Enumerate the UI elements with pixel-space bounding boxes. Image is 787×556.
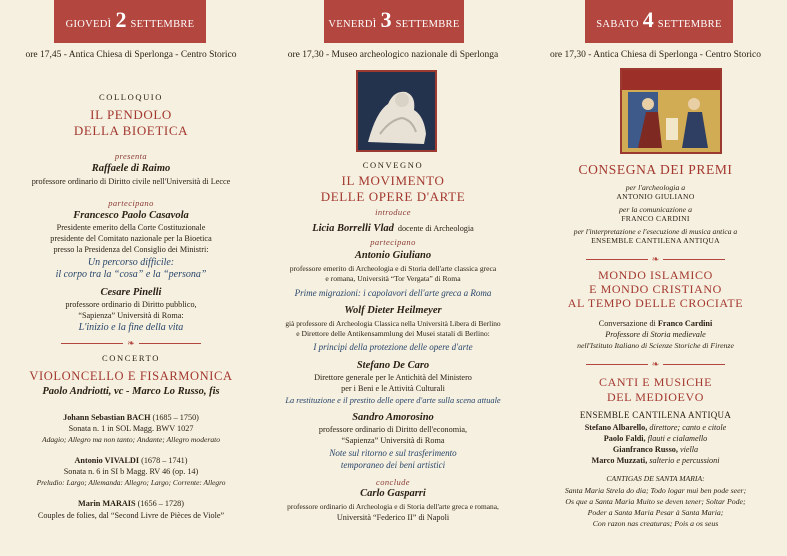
speaker-role: Università “Federico II” di Napoli	[336, 513, 450, 522]
work-title: Sonata n. 1 in SOL Magg. BWV 1027	[68, 424, 194, 433]
introducer-role: docente di Archeologia	[397, 224, 474, 233]
awards-title: CONSEGNA DEI PREMI	[578, 162, 733, 177]
talk-title: il corpo tra la “cosa” e la “persona”	[55, 269, 207, 280]
lecturer-name: Franco Cardini	[657, 319, 713, 328]
role-label: introduce	[375, 207, 411, 217]
speaker-role: “Sapienza” Università di Roma:	[78, 311, 184, 320]
weekday-label: SABATO	[596, 19, 639, 30]
speaker-name: Stefano De Caro	[356, 360, 430, 371]
event-title-line2: DELLA BIOETICA	[73, 123, 189, 138]
composer-years: (1685 – 1750)	[152, 413, 199, 422]
section-label: COLLOQUIO	[99, 92, 163, 102]
presenter-name: Raffaele di Raimo	[91, 163, 171, 174]
program-label: CANTIGAS DE SANTA MARIA:	[606, 474, 705, 483]
award-category: per l'interpretazione e l'esecuzione di musica antica a	[573, 227, 738, 236]
event-title-line1: IL PENDOLO	[90, 107, 172, 122]
day-column-thursday	[0, 0, 262, 556]
speaker-name: Francesco Paolo Casavola	[73, 210, 189, 221]
talk-title: Prime migrazioni: i capolavori dell'arte greca a Roma	[294, 288, 492, 298]
speaker-role: professore ordinario di Archeologia e di Storia dell'arte greca e romana,	[287, 502, 499, 511]
section-label: CONCERTO	[102, 353, 160, 363]
medieval-miniature-image	[620, 68, 722, 154]
role-label: partecipano	[108, 198, 154, 208]
month-label: SETTEMBRE	[395, 19, 460, 30]
composer-years: (1678 – 1741)	[141, 456, 188, 465]
speaker-role: professore emerito di Archeologia e di Storia dell'arte classica greca	[289, 264, 497, 273]
performers: Paolo Andriotti, vc - Marco Lo Russo, fis	[42, 386, 220, 397]
program-line: Os que a Santa Maria Muito se deven tener; Soltar Pode;	[565, 497, 746, 506]
concert-title-line2: DEL MEDIOEVO	[606, 390, 705, 404]
speaker-name: Antonio Giuliano	[354, 250, 432, 261]
program-line: Santa Maria Strela do dia; Todo logar mui ben pode seer;	[564, 486, 747, 495]
speaker-role: per i Beni e le Attività Culturali	[341, 384, 445, 393]
musician-name: Gianfranco Russo,	[612, 445, 678, 454]
ornament-divider	[524, 359, 787, 370]
composer-years: (1656 – 1728)	[137, 499, 184, 508]
section-label: CONVEGNO	[362, 160, 424, 170]
speaker-role: professore ordinario di Diritto dell'economia,	[318, 425, 468, 434]
award-category: per l'archeologia a	[625, 183, 686, 192]
day-number: 4	[642, 7, 654, 32]
speaker-role: e romana, Università “Tor Vergata” di Roma	[325, 274, 461, 283]
talk-title: temporaneo dei beni artistici	[340, 460, 446, 470]
talk-title: I principi della protezione delle opere d'arte	[313, 342, 473, 352]
day-number: 2	[115, 7, 127, 32]
musician-role: direttore; canto e citole	[649, 423, 727, 432]
speaker-role: professore ordinario di Diritto pubblico,	[65, 300, 197, 309]
composer-name: Marin MARAIS	[78, 499, 136, 508]
date-header-saturday	[585, 0, 733, 43]
composer-name: Johann Sebastian BACH	[63, 413, 151, 422]
role-label: presenta	[114, 151, 148, 161]
award-recipient: ANTONIO GIULIANO	[616, 192, 695, 201]
day-column-friday	[262, 0, 524, 556]
musician-name: Paolo Faldi,	[603, 434, 646, 443]
musician-role: salterio e percussioni	[649, 456, 720, 465]
event-title-line1: IL MOVIMENTO	[341, 173, 445, 188]
musician-role: flauti e cialamello	[647, 434, 708, 443]
work-title: Couples de folies, dal “Second Livre de Pièces de Viole”	[37, 511, 225, 520]
award-recipient: FRANCO CARDINI	[621, 214, 690, 223]
speaker-role: già professore di Archeologia Classica nella Università Libera di Berlino	[285, 319, 501, 328]
role-label: conclude	[376, 477, 410, 487]
talk-title: Note sul ritorno e sul trasferimento	[329, 448, 457, 458]
venue-line: ore 17,45 - Antica Chiesa di Sperlonga - Centro Storico	[25, 50, 237, 60]
venue-line: ore 17,30 - Museo archeologico nazionale di Sperlonga	[287, 50, 499, 60]
lecture-title-line3: AL TEMPO DELLE CROCIATE	[567, 296, 744, 310]
day-column-saturday	[524, 0, 787, 556]
composer-name: Antonio VIVALDI	[74, 456, 140, 465]
lecture-title-line2: E MONDO CRISTIANO	[589, 282, 722, 296]
program-line: Poder a Santa Maria Pesar à Santa Maria;	[587, 508, 724, 517]
concert-title-line1: CANTI E MUSICHE	[599, 375, 712, 389]
talk-title: La restituzione e il prestito delle opere d'arte sulla scena attuale	[285, 396, 501, 405]
work-movements: Preludio: Largo; Allemanda: Allegro; Largo; Corrente: Allegro	[36, 478, 226, 487]
musician-role: viella	[679, 445, 699, 454]
speaker-role: Direttore generale per le Antichità del Ministero	[314, 373, 472, 382]
speaker-role: e Direttore delle Antikensammlung dei Musei statali di Berlino:	[296, 329, 490, 338]
lecturer-role: nell'Istituto Italiano di Scienze Storiche di Firenze	[577, 341, 734, 350]
speaker-name: Carlo Gasparri	[360, 488, 426, 499]
date-header-friday	[324, 0, 464, 43]
ornament-divider	[0, 338, 262, 349]
venue-line: ore 17,30 - Antica Chiesa di Sperlonga - Centro Storico	[549, 50, 762, 60]
speaker-role: “Sapienza” Università di Roma	[341, 436, 445, 445]
work-title: Sonata n. 6 in SI b Magg. RV 46 (op. 14)	[63, 467, 199, 476]
ensemble-name: ENSEMBLE CANTILENA ANTIQUA	[579, 410, 732, 420]
work-movements: Adagio; Allegro ma non tanto; Andante; Allegro moderato	[41, 435, 221, 444]
concert-title: VIOLONCELLO E FISARMONICA	[29, 369, 233, 383]
conversation-prefix: Conversazione di	[598, 319, 656, 328]
month-label: SETTEMBRE	[130, 19, 195, 30]
role-label: partecipano	[370, 237, 416, 247]
speaker-name: Sandro Amorosino	[352, 412, 434, 423]
musician-name: Stefano Albarello,	[584, 423, 648, 432]
award-recipient: ENSEMBLE CANTILENA ANTIQUA	[591, 236, 720, 245]
talk-title: L'inizio e la fine della vita	[78, 322, 184, 333]
award-category: per la comunicazione a	[619, 205, 692, 214]
lecturer-role: Professore di Storia medievale	[605, 330, 706, 339]
speaker-role: presidente del Comitato nazionale per la Bioetica	[50, 234, 212, 243]
sculpture-image	[356, 70, 437, 152]
day-number: 3	[380, 7, 392, 32]
speaker-role: Presidente emerito della Corte Costituzionale	[56, 223, 206, 232]
fleuron-icon: ❧	[651, 254, 660, 264]
weekday-label: VENERDÌ	[328, 19, 377, 30]
lecture-title-line1: MONDO ISLAMICO	[598, 268, 713, 282]
fleuron-icon: ❧	[127, 338, 135, 348]
weekday-label: GIOVEDÌ	[65, 19, 112, 30]
fleuron-icon: ❧	[651, 359, 660, 369]
speaker-role: presso la Presidenza del Consiglio dei Ministri:	[53, 245, 209, 254]
presenter-role: professore ordinario di Diritto civile nell'Università di Lecce	[31, 177, 231, 186]
event-title-line2: DELLE OPERE D'ARTE	[320, 189, 466, 204]
program-line: Con razon nas creaturas; Pois a os seus	[592, 519, 719, 528]
speaker-name: Cesare Pinelli	[100, 287, 162, 298]
date-header-thursday	[54, 0, 206, 43]
musician-name: Marco Muzzati,	[591, 456, 648, 465]
speaker-name: Wolf Dieter Heilmeyer	[344, 305, 442, 316]
talk-title: Un percorso difficile:	[87, 257, 175, 268]
ornament-divider	[524, 254, 787, 265]
month-label: SETTEMBRE	[657, 19, 722, 30]
introducer-name: Licia Borrelli Vlad	[312, 223, 394, 234]
